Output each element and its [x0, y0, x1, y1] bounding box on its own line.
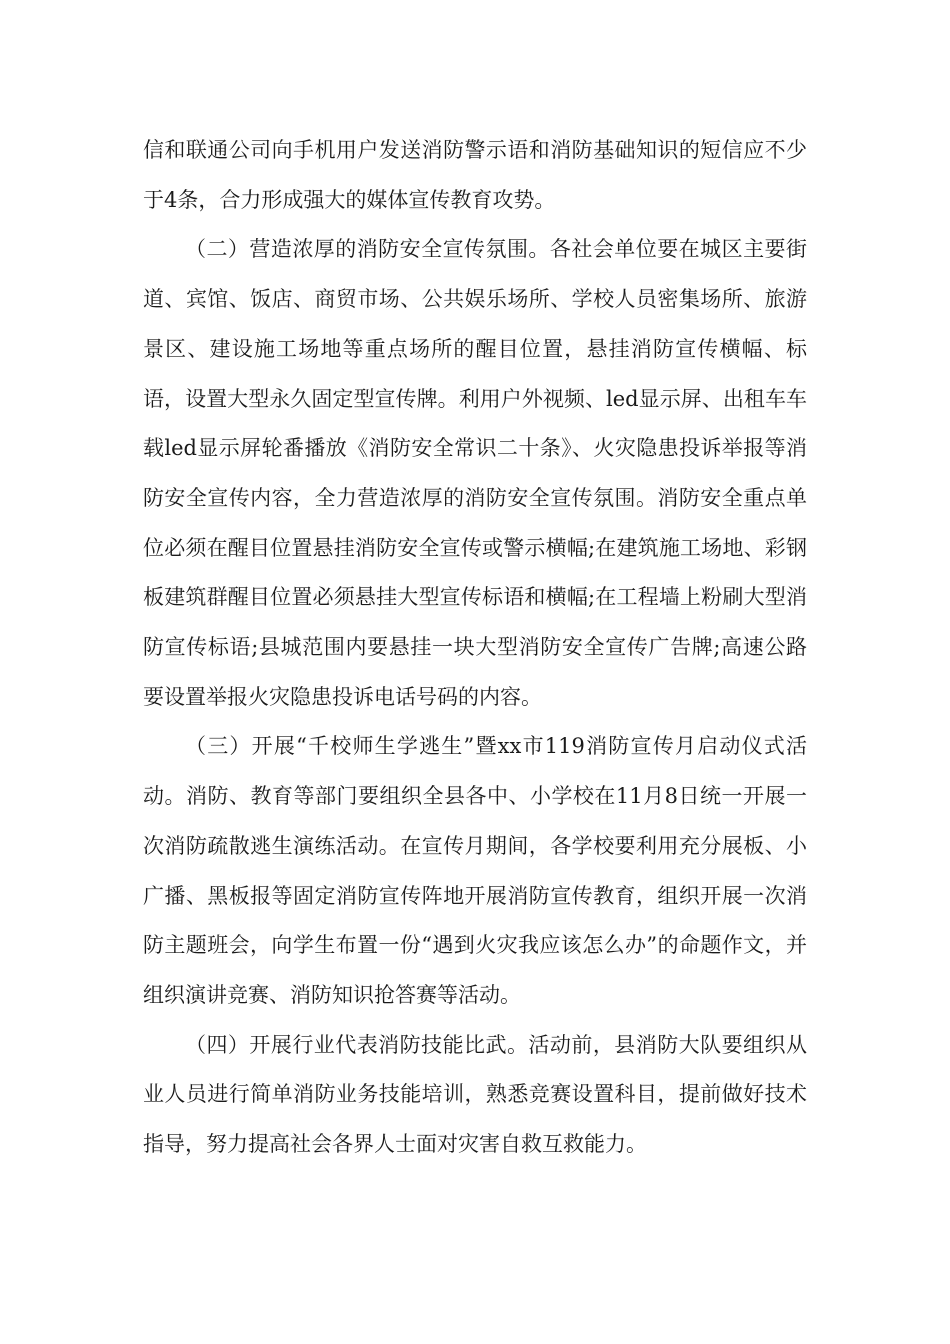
document-body	[143, 126, 807, 1170]
paragraph-section-4: （四）开展行业代表消防技能比武。活动前，县消防大队要组织从业人员进行简单消防业务技能培训，熟悉竞赛设置科目，提前做好技术指导，努力提高社会各界人士面对灾害自救互救能力。	[143, 1032, 807, 1157]
paragraph-section-3: （三）开展“千校师生学逃生”暨xx市119消防宣传月启动仪式活动。消防、教育等部门要组织全县各中、小学校在11月8日统一开展一次消防疏散逃生演练活动。在宣传月期间，各学校要利用充分展板、小广播、黑板报等固定消防宣传阵地开展消防宣传教育，组织开展一次消防主题班会，向学生布置一份“遇到火灾我应该怎么办”的命题作文，并组织演讲竞赛、消防知识抢答赛等活动。	[143, 734, 807, 1007]
paragraph-continuation: 信和联通公司向手机用户发送消防警示语和消防基础知识的短信应不少于4条，合力形成强大的媒体宣传教育攻势。	[143, 138, 807, 212]
paragraph-section-2: （二）营造浓厚的消防安全宣传氛围。各社会单位要在城区主要街道、宾馆、饭店、商贸市场、公共娱乐场所、学校人员密集场所、旅游景区、建设施工场地等重点场所的醒目位置，悬挂消防宣传横幅、标语，设置大型永久固定型宣传牌。利用户外视频、led显示屏、出租车车载led显示屏轮番播放《消防安全常识二十条》、火灾隐患投诉举报等消防安全宣传内容，全力营造浓厚的消防安全宣传氛围。消防安全重点单位必须在醒目位置悬挂消防安全宣传或警示横幅;在建筑施工场地、彩钢板建筑群醒目位置必须悬挂大型宣传标语和横幅;在工程墙上粉刷大型消防宣传标语;县城范围内要悬挂一块大型消防安全宣传广告牌;高速公路要设置举报火灾隐患投诉电话号码的内容。	[143, 237, 807, 709]
